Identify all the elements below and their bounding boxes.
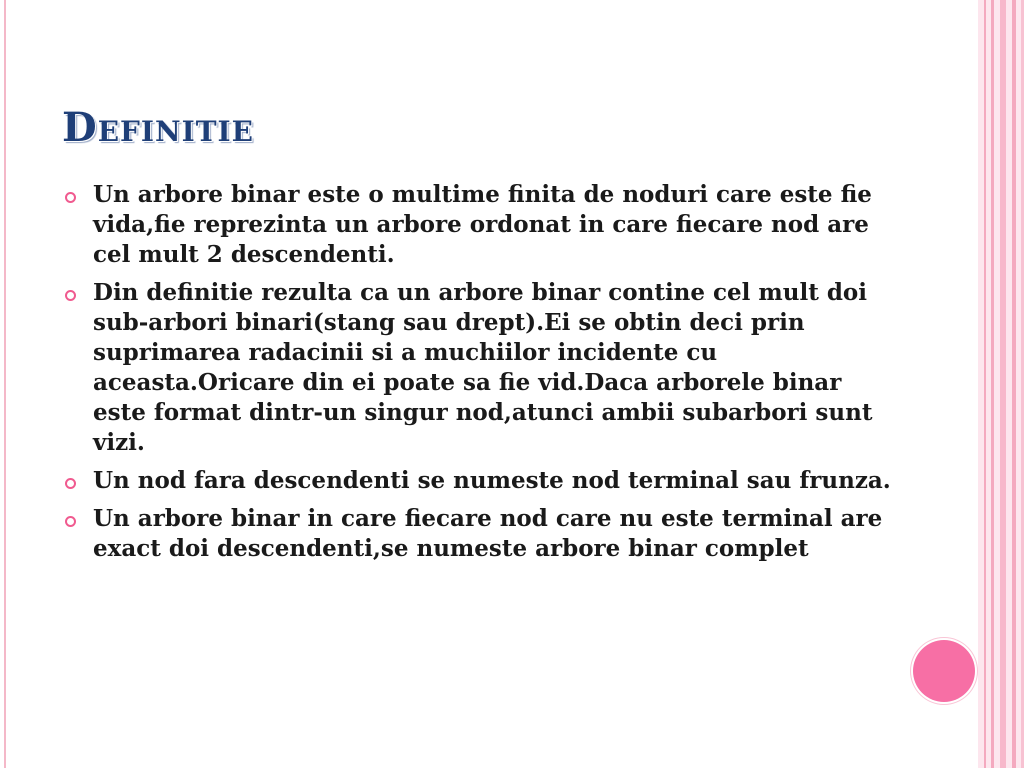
bullet-list: [62, 180, 892, 572]
bullet-text: Din definitie rezulta ca un arbore binar contine cel mult doi sub-arbori binari(stang sau drept).Ei se obtin deci prin suprimarea radacinii si a muchiilor incidente cu aceasta.Oricare din ei poate sa fie vid.Daca arborele binar este format dintr-un singur nod,atunci ambii subarbori sunt vizi.: [93, 279, 873, 456]
slide-title: Definitie: [62, 104, 254, 151]
bullet-item: [62, 180, 892, 270]
bullet-item: [62, 504, 892, 564]
bullet-text: Un arbore binar in care fiecare nod care nu este terminal are exact doi descendenti,se numeste arbore binar complet: [93, 505, 883, 562]
decorative-stripe: [984, 0, 986, 768]
decorative-stripe: [1012, 0, 1016, 768]
decorative-stripe-panel: [978, 0, 1024, 768]
circle-bullet-icon: [65, 478, 76, 489]
decorative-stripe: [991, 0, 994, 768]
decorative-circle: [913, 640, 975, 702]
bullet-text: Un nod fara descendenti se numeste nod terminal sau frunza.: [93, 467, 891, 494]
circle-bullet-icon: [65, 290, 76, 301]
decorative-stripe: [1000, 0, 1006, 768]
circle-bullet-icon: [65, 516, 76, 527]
left-frame-line: [4, 0, 6, 768]
circle-bullet-icon: [65, 192, 76, 203]
bullet-item: [62, 278, 892, 458]
bullet-text: Un arbore binar este o multime finita de noduri care este fie vida,fie reprezinta un arbore ordonat in care fiecare nod are cel mult 2 descendenti.: [93, 181, 872, 268]
bullet-item: [62, 466, 892, 496]
